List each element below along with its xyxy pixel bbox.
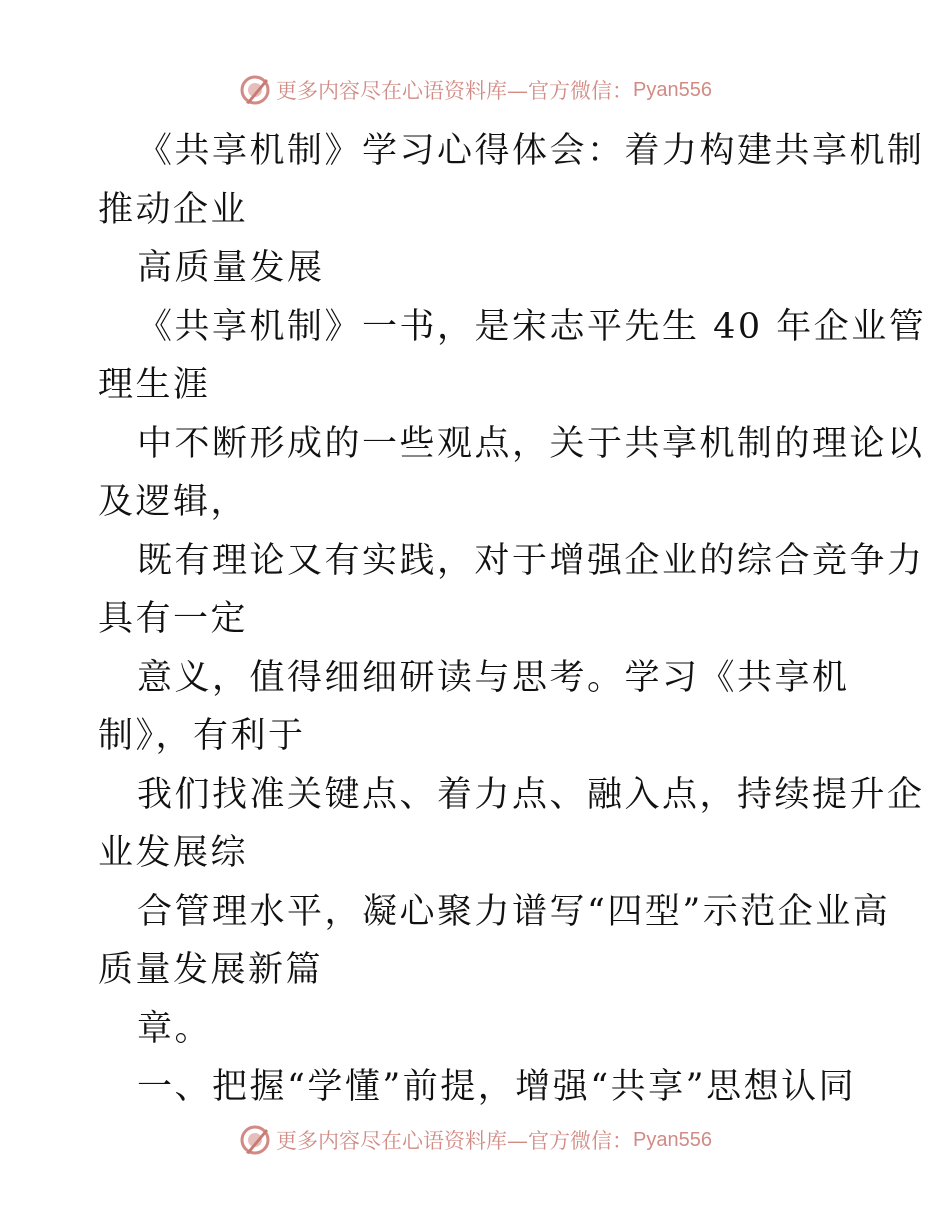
text-line: 业发展综 [98, 833, 249, 873]
text-line: 及逻辑， [98, 482, 249, 522]
text-line: 我们找准关键点、着力点、融入点，持续提升企 [137, 774, 925, 815]
header-text: 更多内容尽在心语资料库—官方微信： [276, 79, 634, 103]
text-line: 高质量发展 [137, 248, 325, 288]
text-line: 《共享机制》一书，是宋志平先生 40 年企业管 [137, 306, 927, 347]
text-line: 中不断形成的一些观点，关于共享机制的理论以 [137, 423, 925, 464]
text-line: 制》，有利于 [98, 716, 306, 756]
text-line: 章。 [137, 1008, 213, 1049]
text-line: 意义，值得细细研读与思考。学习《共享机 [137, 657, 850, 698]
footer-wechat-id: Pyan556 [633, 1128, 712, 1151]
text-line: 《共享机制》学习心得体会：着力构建共享机制 [137, 131, 925, 171]
text-line: 推动企业 [98, 189, 249, 230]
header-wechat-id: Pyan556 [633, 78, 712, 101]
text-line: 具有一定 [98, 599, 249, 639]
footer-watermark [0, 1120, 950, 1160]
text-line: 理生涯 [98, 365, 211, 405]
text-line: 既有理论又有实践，对于增强企业的综合竞争力 [137, 540, 925, 581]
header-watermark [0, 70, 950, 110]
text-line: 一、把握“学懂”前提，增强“共享”思想认同 [137, 1067, 857, 1107]
text-line: 质量发展新篇 [98, 950, 324, 990]
text-line: 合管理水平，凝心聚力谱写“四型”示范企业高 [137, 891, 891, 932]
document-body [98, 122, 927, 1117]
feather-circle-logo-icon [238, 1123, 272, 1157]
feather-circle-logo-icon [238, 73, 272, 107]
footer-text: 更多内容尽在心语资料库—官方微信： [276, 1129, 634, 1153]
